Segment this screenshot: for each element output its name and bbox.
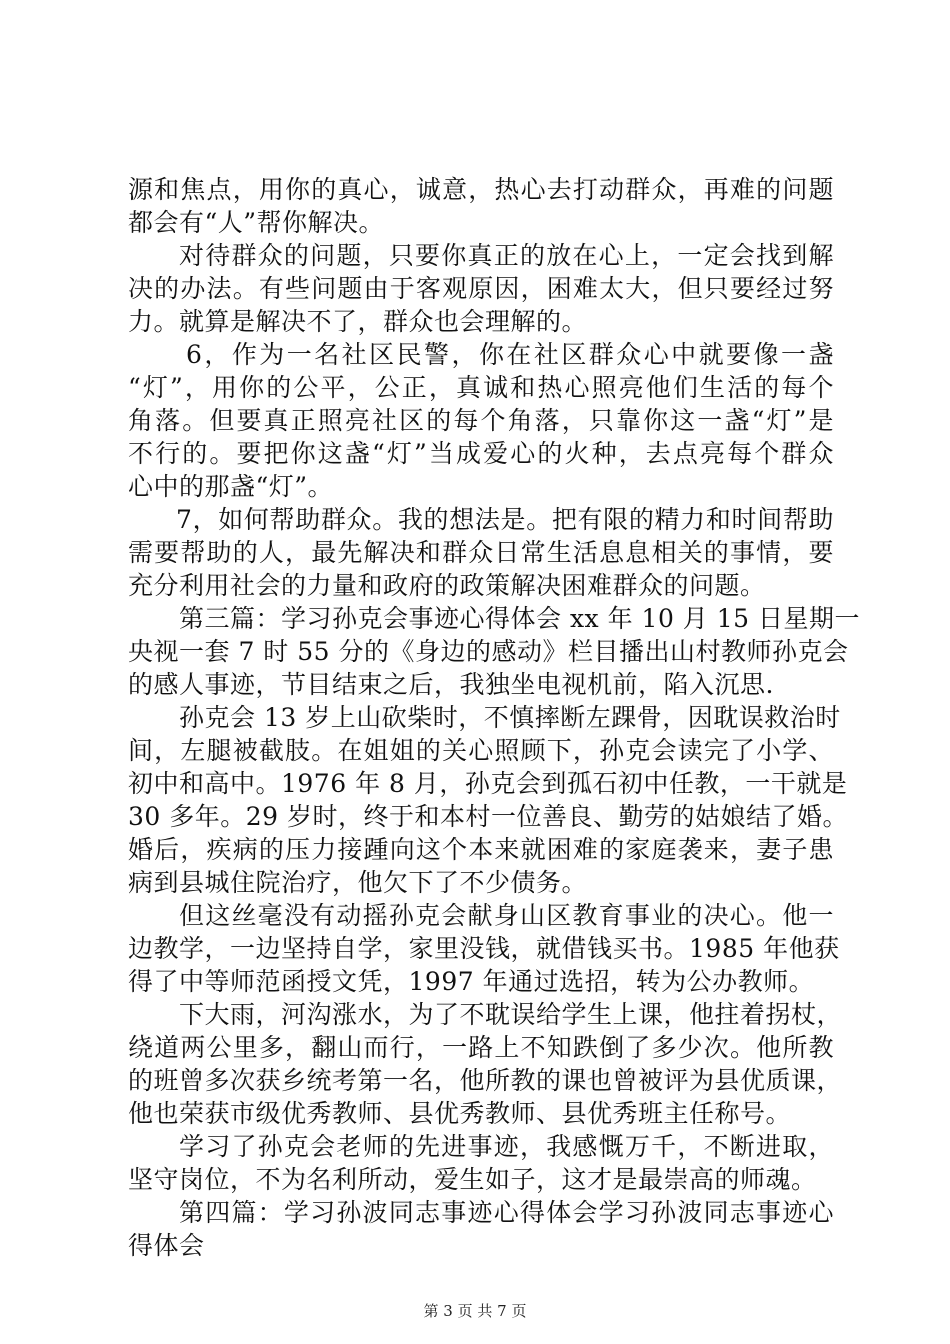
- text-line: 角落。但要真正照亮社区的每个角落，只靠你这一盏“灯”是: [128, 406, 834, 435]
- page-number-label: 第 3 页 共 7 页: [423, 1302, 527, 1320]
- text-line: 6，作为一名社区民警，你在社区群众心中就要像一盏: [186, 340, 834, 369]
- section-heading-line: 第三篇：学习孙克会事迹心得体会 xx 年 10 月 15 日星期一: [179, 604, 861, 633]
- text-line: 病到县城住院治疗，他欠下了不少债务。: [128, 868, 588, 897]
- text-line: 源和焦点，用你的真心，诚意，热心去打动群众，再难的问题: [128, 175, 834, 204]
- text-line: 得体会: [128, 1231, 205, 1260]
- page-footer: [0, 1300, 950, 1321]
- text-line: 他也荣获市级优秀教师、县优秀教师、县优秀班主任称号。: [128, 1099, 792, 1128]
- text-line: 间，左腿被截肢。在姐姐的关心照顾下，孙克会读完了小学、: [128, 736, 834, 765]
- text-line: “灯”，用你的公平，公正，真诚和热心照亮他们生活的每个: [128, 373, 834, 402]
- text-line: 都会有“人”帮你解决。: [128, 208, 385, 237]
- text-line: 的班曾多次获乡统考第一名，他所教的课也曾被评为县优质课，: [128, 1066, 843, 1095]
- section-heading-line: 第四篇：学习孙波同志事迹心得体会学习孙波同志事迹心: [179, 1198, 834, 1227]
- text-line: 力。就算是解决不了，群众也会理解的。: [128, 307, 588, 336]
- text-line: 决的办法。有些问题由于客观原因，困难太大，但只要经过努: [128, 274, 834, 303]
- text-line: 绕道两公里多，翻山而行，一路上不知跌倒了多少次。他所教: [128, 1033, 834, 1062]
- text-line: 的感人事迹，节目结束之后，我独坐电视机前，陷入沉思.: [128, 670, 774, 699]
- text-line: 初中和高中。1976 年 8 月，孙克会到孤石初中任教，一干就是: [128, 769, 848, 798]
- text-line: 学习了孙克会老师的先进事迹，我感慨万千，不断进取，: [179, 1132, 834, 1161]
- text-line: 30 多年。29 岁时，终于和本村一位善良、勤劳的姑娘结了婚。: [128, 802, 849, 831]
- text-line: 孙克会 13 岁上山砍柴时，不慎摔断左踝骨，因耽误救治时: [179, 703, 841, 732]
- document-body: [128, 173, 861, 1262]
- text-line: 央视一套 7 时 55 分的《身边的感动》栏目播出山村教师孙克会: [128, 637, 849, 666]
- text-line: 得了中等师范函授文凭，1997 年通过选招，转为公办教师。: [128, 967, 815, 996]
- text-line: 边教学，一边坚持自学，家里没钱，就借钱买书。1985 年他获: [128, 934, 840, 963]
- text-line: 婚后，疾病的压力接踵向这个本来就困难的家庭袭来，妻子患: [128, 835, 834, 864]
- text-line: 坚守岗位，不为名利所动，爱生如子，这才是最崇高的师魂。: [128, 1165, 817, 1194]
- text-line: 下大雨，河沟涨水，为了不耽误给学生上课，他拄着拐杖，: [179, 1000, 843, 1029]
- text-line: 需要帮助的人，最先解决和群众日常生活息息相关的事情，要: [128, 538, 834, 567]
- text-line: 对待群众的问题，只要你真正的放在心上，一定会找到解: [179, 241, 834, 270]
- text-line: 不行的。要把你这盏“灯”当成爱心的火种，去点亮每个群众: [128, 439, 834, 468]
- text-line: 但这丝毫没有动摇孙克会献身山区教育事业的决心。他一: [179, 901, 834, 930]
- text-line: 心中的那盏“灯”。: [128, 472, 334, 501]
- text-line: 充分利用社会的力量和政府的政策解决困难群众的问题。: [128, 571, 766, 600]
- text-line: 7，如何帮助群众。我的想法是。把有限的精力和时间帮助: [176, 505, 834, 534]
